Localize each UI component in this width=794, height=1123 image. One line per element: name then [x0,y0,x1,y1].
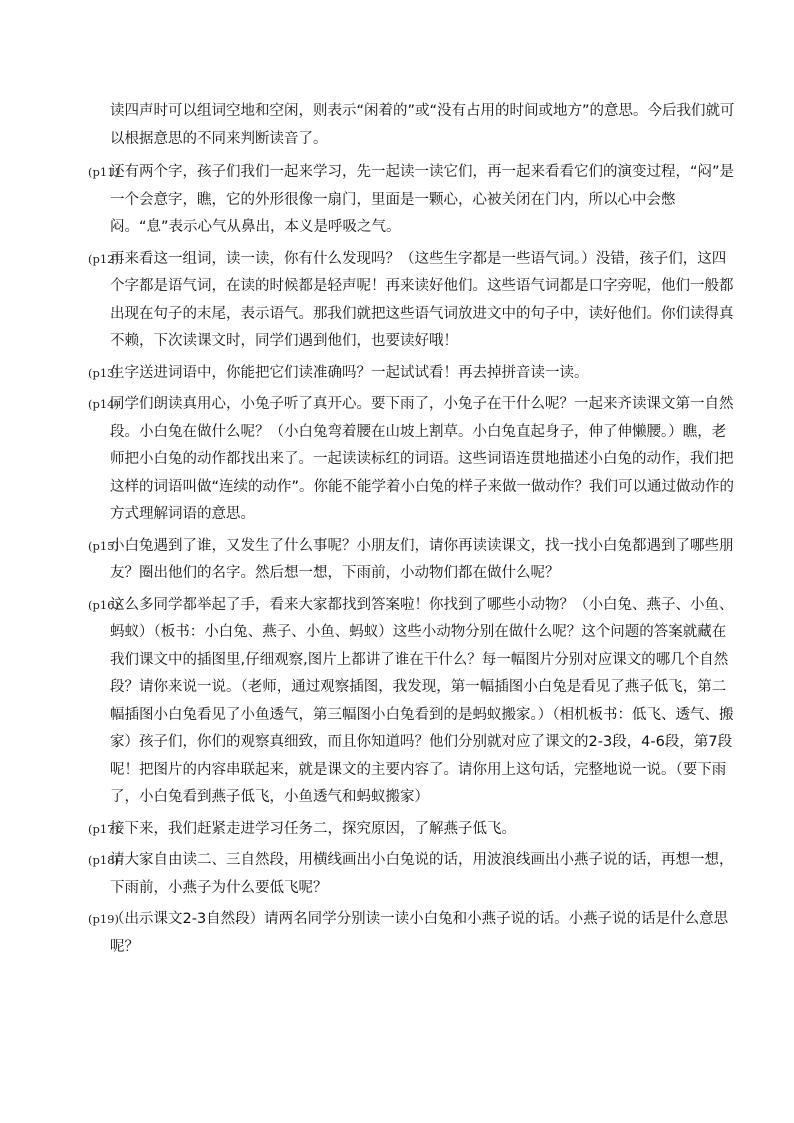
page-marker: (p14) [88,397,119,411]
paragraph-p17 [88,816,738,844]
paragraph-p13 [88,360,738,388]
paragraph-p16 [88,592,738,812]
paragraph-text: 请大家自由读二、三自然段，用横线画出小白兔说的话，用波浪线画出小燕子说的话，再想一想，下雨前，小燕子为什么要低飞呢？ [110,852,734,896]
page-marker: (p15) [88,538,119,553]
page-marker: (p16) [88,597,119,612]
paragraph-p12 [88,246,738,356]
page-marker: (p17) [88,821,119,836]
paragraph-text: 同学们朗读真用心，小兔子听了真开心。要下雨了，小兔子在干什么呢？一起来齐读课文第一自然段。小白兔在做什么呢？（小白兔弯着腰在山坡上割草。小白兔直起身子，伸了伸懒腰。）瞧，老师把小白兔的动作都找出来了。一起读读标红的词语。这些词语连贯地描述小白兔的动作，我们把这样的词语叫做“连续的动作”。你能不能学着小白兔的样子来做一做动作？我们可以通过做动作的方式理解词语的意思。 [110,396,735,522]
paragraph-text: 这么多同学都举起了手，看来大家都找到答案啦！你找到了哪些小动物？（小白兔、燕子、小鱼、蚂蚁）（板书：小白兔、燕子、小鱼、蚂蚁）这些小动物分别在做什么呢？这个问题的答案就藏在我们课文中的插图里,仔细观察,图片上都讲了谁在干什么？每一幅图片分别对应课文的哪几个自然段？请你来说一说。（老师，通过观察插图，我发现，第一幅插图小白兔是看见了燕子低飞，第二幅插图小白兔看见了小鱼透气，第三幅图小白兔看到的是蚂蚁搬家。）（相机板书：低飞、透气、搬家）孩子们，你们的观察真细致，而且你知道吗？他们分别就对应了课文的2-3段，4-6段，第7段呢！把图片的内容串联起来，就是课文的主要内容了。请你用上这句话，完整地说一说。（要下雨了，小白兔看到燕子低飞，小鱼透气和蚂蚁搬家） [110,596,734,805]
paragraph-p11 [88,159,738,242]
paragraph-text: 再来看这一组词，读一读，你有什么发现吗？（这些生字都是一些语气词。）没错，孩子们，这四个字都是语气词，在读的时候都是轻声呢！再来读好他们。这些语气词都是口字旁呢，他们一般都出现在句子的末尾，表示语气。那我们就把这些语气词放进文中的句子中，读好他们。你们读得真不赖，下次读课文时，同学们遇到他们，也要读好哦！ [110,250,734,349]
paragraph-p19 [88,906,738,961]
page-marker: (p19) [88,912,119,926]
paragraph-text: 小白兔遇到了谁，又发生了什么事呢？小朋友们，请你再读读课文，找一找小白兔都遇到了哪些朋友？圈出他们的名字。然后想一想，下雨前，小动物们都在做什么呢？ [110,537,734,581]
document-body [88,98,738,965]
page-marker: (p11) [88,165,119,179]
page-marker: (p18) [88,853,119,867]
paragraph-p18 [88,847,738,902]
continued-paragraph: 读四声时可以组词空地和空闲，则表示“闲着的”或“没有占用的时间或地方”的意思。今后我们就可以根据意思的不同来判断读音了。 [110,103,735,147]
paragraph-text: （出示课文2-3自然段）请两名同学分别读一读小白兔和小燕子说的话。小燕子说的话是什么意思呢？ [110,911,729,955]
paragraph-text: 接下来，我们赶紧走进学习任务二，探究原因，了解燕子低飞。 [110,820,516,837]
page-marker: (p12) [88,251,119,266]
paragraph-text: 生字送进词语中，你能把它们读准确吗？一起试试看！再去掉拼音读一读。 [110,364,589,381]
paragraph-text: 还有两个字，孩子们我们一起来学习，先一起读一读它们，再一起来看看它们的演变过程，“闷”是一个会意字，瞧，它的外形很像一扇门，里面是一颗心，心被关闭在门内，所以心中会憋闷。“息”表示心气从鼻出，本义是呼吸之气。 [110,164,735,235]
paragraph-p15 [88,533,738,588]
page-marker: (p13) [88,365,119,380]
paragraph-p14 [88,391,738,529]
